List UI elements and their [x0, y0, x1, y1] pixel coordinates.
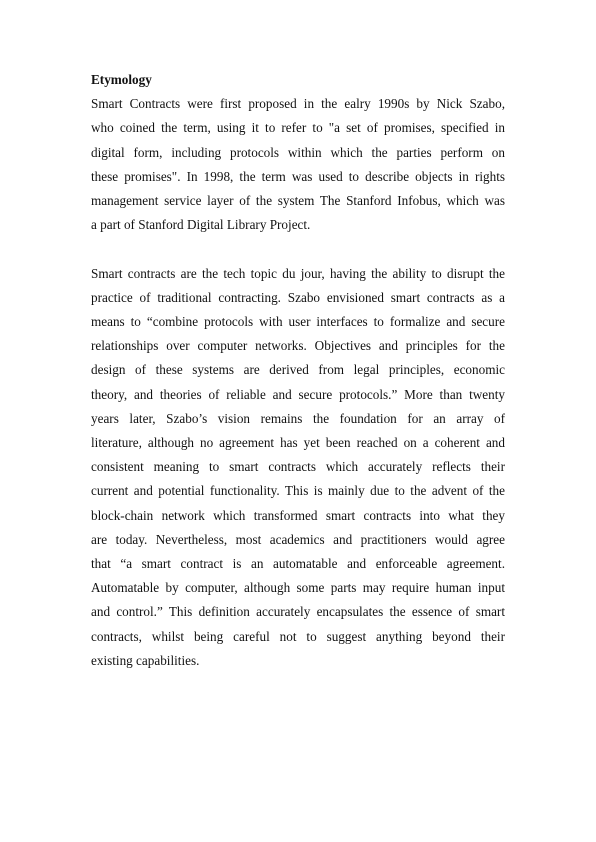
text-line: relationships over computer networks. Objectives and principles for the — [91, 338, 505, 354]
text-line: current and potential functionality. This is mainly due to the advent of the — [91, 483, 505, 499]
text-line: literature, although no agreement has yet been reached on a coherent and — [91, 435, 505, 451]
text-line: block-chain network which transformed smart contracts into what they — [91, 507, 505, 523]
text-line: who coined the term, using it to refer to "a set of promises, specified in — [91, 120, 505, 136]
paragraph-smart-contracts — [91, 262, 505, 673]
text-line: design of these systems are derived from legal principles, economic — [91, 362, 505, 378]
text-line: that “a smart contract is an automatable and enforceable agreement. — [91, 556, 505, 572]
text-line: Smart Contracts were first proposed in the ealry 1990s by Nick Szabo, — [91, 96, 505, 112]
text-line: Smart contracts are the tech topic du jour, having the ability to disrupt the — [91, 265, 505, 281]
text-line: means to “combine protocols with user interfaces to formalize and secure — [91, 314, 505, 330]
text-line: consistent meaning to smart contracts which accurately reflects their — [91, 459, 505, 475]
paragraph-etymology — [91, 92, 505, 237]
text-line: theory, and theories of reliable and secure protocols.” More than twenty — [91, 386, 505, 402]
text-line: years later, Szabo’s vision remains the foundation for an array of — [91, 410, 505, 426]
text-line: are today. Nevertheless, most academics and practitioners would agree — [91, 531, 505, 547]
text-line: management service layer of the system The Stanford Infobus, which was — [91, 193, 505, 209]
text-line: contracts, whilst being careful not to suggest anything beyond their — [91, 628, 505, 644]
paragraph-spacer — [91, 237, 505, 261]
text-line: a part of Stanford Digital Library Project. — [91, 217, 311, 233]
text-line: Automatable by computer, although some parts may require human input — [91, 580, 505, 596]
text-line: and control.” This definition accurately encapsulates the essence of smart — [91, 604, 505, 620]
text-line: practice of traditional contracting. Szabo envisioned smart contracts as a — [91, 289, 505, 305]
text-line: digital form, including protocols within which the parties perform on — [91, 144, 505, 160]
document-body — [91, 68, 505, 673]
section-heading: Etymology — [91, 72, 152, 87]
text-line: these promises". In 1998, the term was used to describe objects in rights — [91, 168, 505, 184]
text-line: existing capabilities. — [91, 652, 200, 668]
